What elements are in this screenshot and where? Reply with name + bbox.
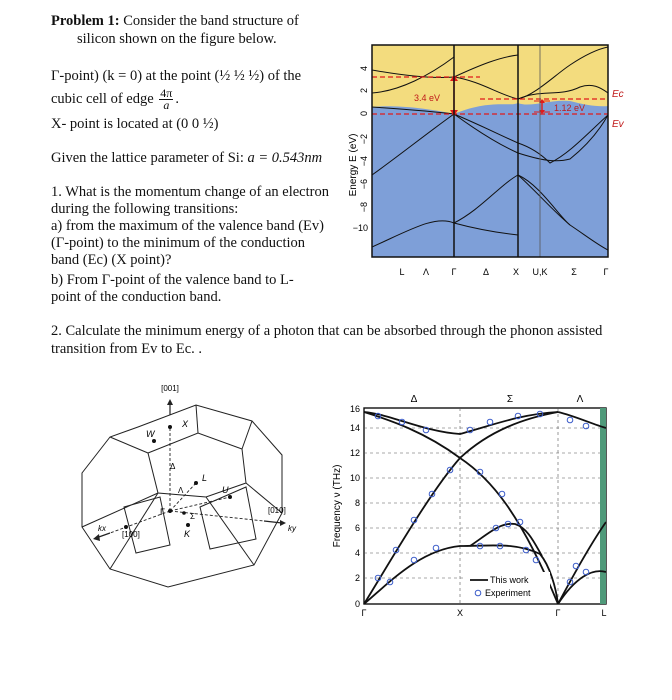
- problem-intro-line1: [51, 13, 299, 31]
- label-112ev: 1.12 eV: [554, 103, 586, 113]
- phonon-top-sigma: Σ: [506, 394, 514, 405]
- gamma-point-line1: Γ-point) (k = 0) at the point (½ ½ ½) of the: [51, 68, 302, 84]
- point-Sigma: Σ: [190, 512, 195, 521]
- axis-kx: kx: [98, 524, 106, 533]
- axis-001-head: [167, 399, 173, 405]
- axis-ky-arrow: [264, 521, 282, 523]
- band-xtick-UK: U,K: [532, 267, 548, 277]
- ph-ytick-10: 10: [349, 473, 360, 483]
- cubic-cell-text: cubic cell of edge: [51, 90, 154, 107]
- point-Lambda: Λ: [178, 486, 184, 495]
- frac-numerator: 4π: [160, 86, 173, 100]
- ph-ytick-4: 4: [354, 548, 360, 558]
- legend-experiment: Experiment: [485, 588, 531, 598]
- brillouin-zone-diagram: [50, 375, 330, 600]
- phonon-top-delta: Δ: [410, 394, 418, 405]
- q2-line-1: transition from Ev to Ec. .: [51, 341, 203, 357]
- q1-line-2: a) from the maximum of the valence band (Ev): [51, 218, 324, 234]
- ph-xtick-Gamma: Γ: [361, 608, 367, 618]
- q1-line-5: b) From Γ-point of the valence band to L-: [51, 272, 294, 288]
- phonon-yticks: [350, 404, 360, 609]
- lattice-line: [51, 150, 322, 168]
- axis-ky-head: [280, 520, 286, 526]
- frac-denominator: a: [163, 98, 170, 112]
- band-ytick-m10: −10: [352, 223, 368, 233]
- band-xtick-Sigma: Σ: [571, 267, 577, 277]
- legend-this-work: This work: [490, 575, 529, 585]
- bz-top-hexagon: [148, 433, 246, 497]
- ph-ytick-16: 16: [349, 404, 360, 414]
- ph-ytick-8: 8: [354, 498, 360, 508]
- q2-line-0: 2. Calculate the minimum energy of a photon that can be absorbed through the phonon assisted: [51, 323, 603, 339]
- phonon-edge-strip: [600, 408, 606, 604]
- point-K: K: [184, 529, 191, 539]
- band-ytick-m2: −2: [359, 134, 369, 145]
- problem-title: Problem 1:: [51, 13, 120, 29]
- band-xtick-Lambda: Λ: [422, 267, 430, 277]
- band-structure-plot: [330, 35, 650, 285]
- bz-axes: [110, 427, 264, 533]
- band-ytick-0: 0: [359, 111, 369, 117]
- q1-line-3: (Γ-point) to the minimum of the conduction: [51, 235, 306, 251]
- label-ec: Ec: [612, 89, 624, 100]
- axis-ky: ky: [288, 524, 296, 533]
- point-L: L: [202, 473, 208, 483]
- ph-xtick-Gamma2: Γ: [555, 608, 561, 618]
- lattice-value: a = 0.543nm: [247, 150, 323, 166]
- q1-line-1: during the following transitions:: [51, 201, 239, 217]
- x-point-line: X- point is located at (0 0 ½): [51, 116, 219, 132]
- label-100: [100]: [122, 530, 140, 539]
- band-ytick-2: 2: [359, 88, 369, 94]
- band-ylabel: Energy E (eV): [348, 133, 359, 197]
- label-010: [010]: [268, 506, 286, 515]
- band-ytick-m4: −4: [359, 156, 369, 167]
- q1-line-6: point of the conduction band.: [51, 289, 222, 305]
- phonon-dispersion-plot: [330, 382, 650, 622]
- label-34ev: 3.4 eV: [414, 93, 441, 103]
- phonon-ylabel: Frequency ν (THz): [332, 464, 343, 548]
- band-ytick-4: 4: [359, 66, 369, 72]
- bz-outline: [82, 405, 282, 587]
- point-Gamma: Γ: [160, 507, 165, 517]
- point-W: W: [146, 429, 155, 439]
- band-xtick-Gamma: Γ: [451, 267, 457, 277]
- frac-period: .: [175, 90, 179, 107]
- phonon-legend: [466, 572, 550, 600]
- phonon-top-lambda: Λ: [576, 394, 584, 405]
- axis-kx-head: [93, 534, 100, 541]
- ph-ytick-6: 6: [354, 523, 360, 533]
- ph-xtick-X: X: [456, 608, 464, 618]
- band-xtick-X: X: [512, 267, 520, 277]
- ph-ytick-0: 0: [354, 599, 360, 609]
- valence-band-fill: [372, 101, 608, 257]
- band-xticks: [399, 267, 608, 277]
- gamma-point-line2: [51, 88, 179, 111]
- label-001: [001]: [161, 384, 179, 393]
- ph-ytick-14: 14: [349, 423, 360, 433]
- problem-intro-line2: silicon shown on the figure below.: [77, 31, 277, 47]
- band-xtick-Gamma2: Γ: [603, 267, 609, 277]
- ph-ytick-2: 2: [354, 573, 360, 583]
- bz-polyhedron: [82, 405, 282, 587]
- point-X: X: [182, 419, 189, 429]
- band-xtick-Delta: Δ: [482, 267, 490, 277]
- lattice-pre: Given the lattice parameter of Si:: [51, 150, 244, 166]
- point-U: U: [222, 485, 229, 495]
- band-ytick-m8: −8: [359, 202, 369, 213]
- label-ev: Ev: [612, 119, 624, 130]
- ph-ytick-12: 12: [349, 448, 360, 458]
- band-xtick-L: L: [399, 267, 405, 277]
- intro-text: Consider the band structure of: [123, 13, 299, 29]
- point-Delta: Δ: [170, 462, 176, 471]
- q1-line-4: band (Ec) (X point)?: [51, 252, 172, 268]
- ph-xtick-L: L: [601, 608, 607, 618]
- four-pi-over-a: [159, 88, 173, 111]
- band-ytick-m6: −6: [359, 179, 369, 190]
- q1-line-0: 1. What is the momentum change of an electron: [51, 184, 329, 200]
